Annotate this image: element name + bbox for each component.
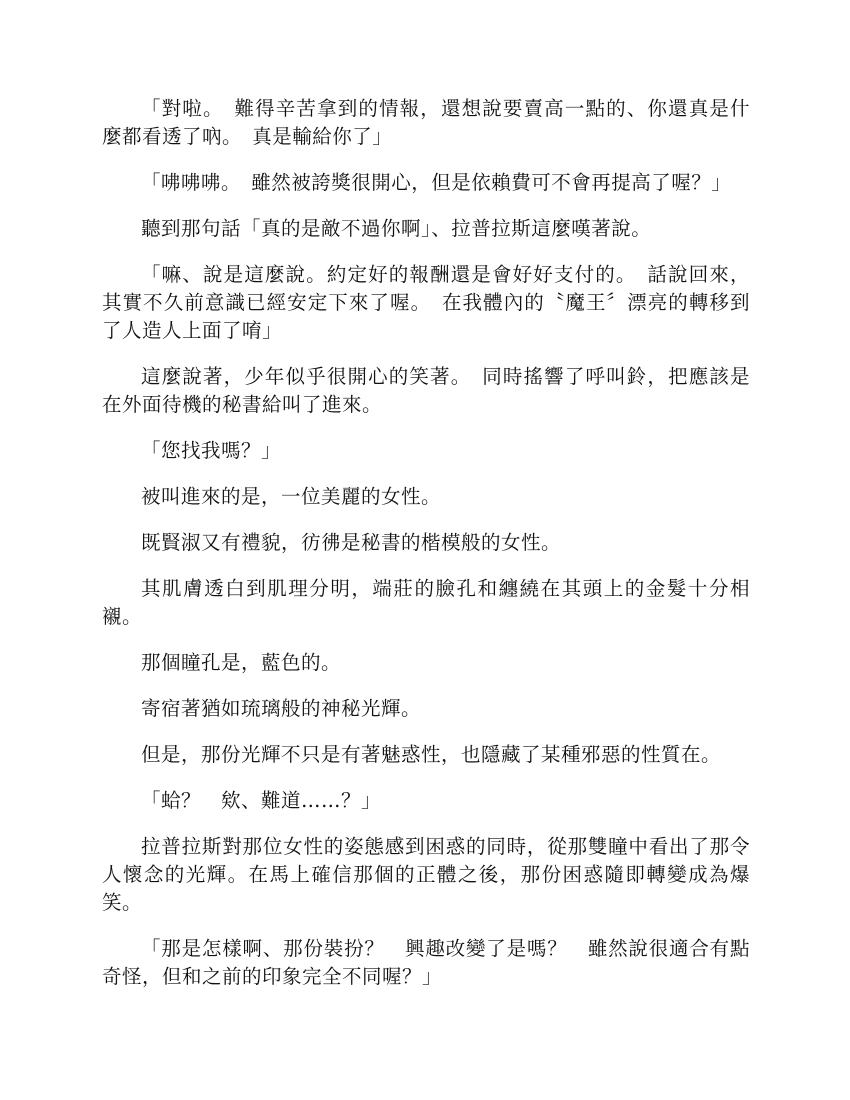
paragraph-7: 被叫進來的是，一位美麗的女性。 <box>141 485 442 508</box>
paragraph-2: 「咈咈咈。 雖然被誇獎很開心，但是依賴費可不會再提高了喔？」 <box>141 171 732 194</box>
paragraph-1: 「對啦。 難得辛苦拿到的情報，還想說要賣高一點的、你還真是什麼都看透了吶。 真是輸給你了」 <box>102 97 750 148</box>
paragraph-9: 其肌膚透白到肌理分明，端莊的臉孔和纏繞在其頭上的金髮十分相襯。 <box>102 577 750 628</box>
paragraph-15: 「那是怎樣啊、那份裝扮？ 興趣改變了是嗎？ 雖然說很適合有點奇怪，但和之前的印象完全不同喔？」 <box>102 937 750 988</box>
paragraph-4: 「嘛、說是這麼說。約定好的報酬還是會好好支付的。 話說回來，其實不久前意識已經安定下來了喔。 在我體內的〝魔王〞漂亮的轉移到了人造人上面了唷」 <box>102 263 750 342</box>
paragraph-14: 拉普拉斯對那位女性的姿態感到困惑的同時，從那雙瞳中看出了那令人懷念的光輝。在馬上確信那個的正體之後，那份困惑隨即轉變成為爆笑。 <box>102 835 750 914</box>
paragraph-12: 但是，那份光輝不只是有著魅惑性，也隱藏了某種邪惡的性質在。 <box>141 743 722 766</box>
paragraph-6: 「您找我嗎？」 <box>141 439 282 462</box>
paragraph-3: 聽到那句話「真的是敵不過你啊」、拉普拉斯這麼嘆著說。 <box>141 217 652 240</box>
paragraph-13: 「蛤？ 欸、難道……？」 <box>141 789 382 812</box>
paragraph-11: 寄宿著猶如琉璃般的神秘光輝。 <box>141 697 422 720</box>
paragraph-5: 這麼說著，少年似乎很開心的笑著。 同時搖響了呼叫鈴，把應該是在外面待機的秘書給叫了進來。 <box>102 365 750 416</box>
paragraph-10: 那個瞳孔是，藍色的。 <box>141 651 342 674</box>
document-page <box>102 95 750 1009</box>
paragraph-8: 既賢淑又有禮貌，彷彿是秘書的楷模般的女性。 <box>141 531 562 554</box>
